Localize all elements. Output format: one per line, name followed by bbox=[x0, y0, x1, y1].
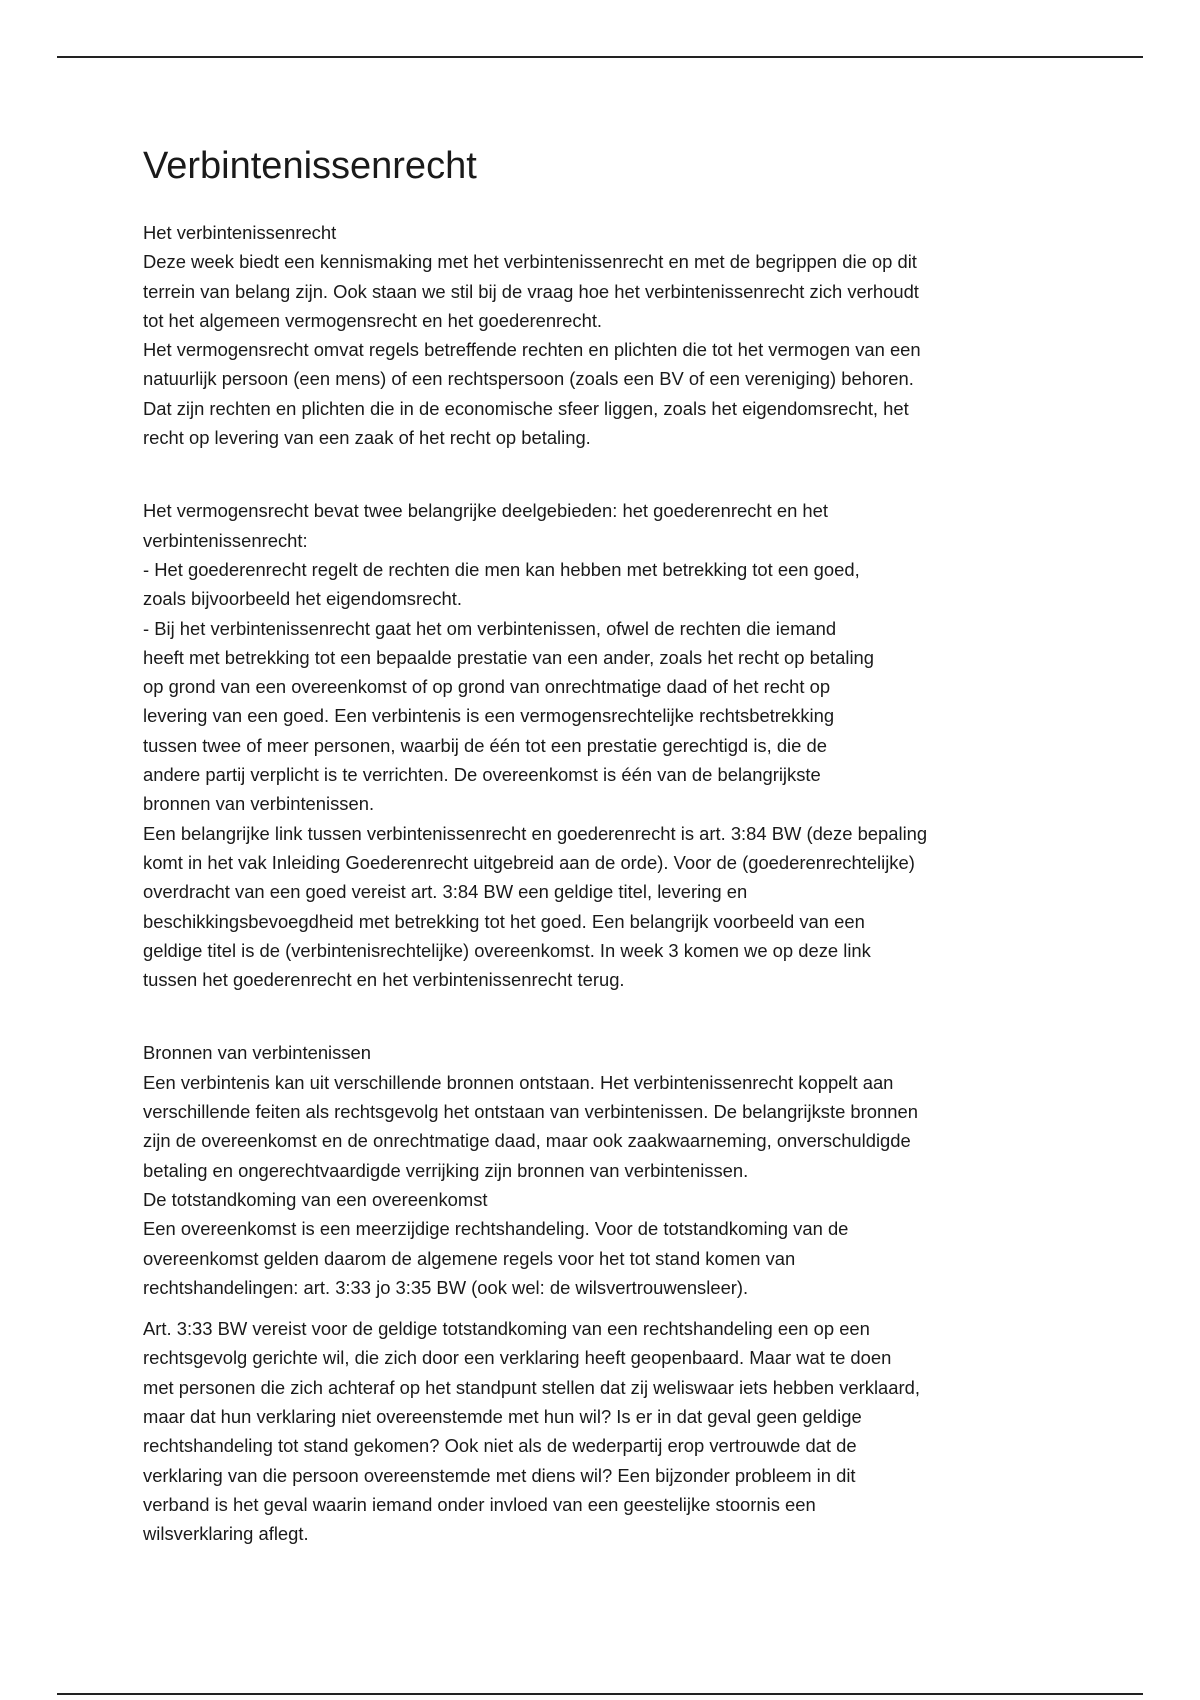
section-heading: De totstandkoming van een overeenkomst bbox=[143, 1188, 488, 1210]
text-line: verschillende feiten als rechtsgevolg het ontstaan van verbintenissen. De belangrijkste bronnen bbox=[143, 1101, 918, 1123]
text-line: met personen die zich achteraf op het standpunt stellen dat zij weliswaar iets hebben verklaard, bbox=[143, 1376, 920, 1398]
text-line: tot het algemeen vermogensrecht en het goederenrecht. bbox=[143, 309, 603, 331]
text-line: op grond van een overeenkomst of op grond van onrechtmatige daad of het recht op bbox=[143, 676, 831, 698]
text-line: bronnen van verbintenissen. bbox=[143, 793, 375, 815]
header-rule bbox=[57, 56, 1143, 58]
section-bronnen bbox=[143, 1038, 1023, 1302]
text-line: verklaring van die persoon overeenstemde met diens wil? Een bijzonder probleem in dit bbox=[143, 1464, 856, 1486]
text-line: beschikkingsbevoegdheid met betrekking tot het goed. Een belangrijk voorbeeld van een bbox=[143, 910, 865, 932]
text-line: komt in het vak Inleiding Goederenrecht uitgebreid aan de orde). Voor de (goederenrechtelijke) bbox=[143, 851, 915, 873]
text-line: wilsverklaring aflegt. bbox=[143, 1523, 309, 1545]
text-line: andere partij verplicht is te verrichten. De overeenkomst is één van de belangrijkste bbox=[143, 764, 821, 786]
document-title: Verbintenissenrecht bbox=[143, 145, 477, 187]
paragraph-spacer bbox=[143, 994, 1023, 1038]
section-art-3-33 bbox=[143, 1314, 1023, 1548]
text-line: verband is het geval waarin iemand onder invloed van een geestelijke stoornis een bbox=[143, 1493, 816, 1515]
text-line: Een belangrijke link tussen verbintenissenrecht en goederenrecht is art. 3:84 BW (deze bepaling bbox=[143, 822, 928, 844]
text-line: terrein van belang zijn. Ook staan we stil bij de vraag hoe het verbintenissenrecht zich verhoudt bbox=[143, 280, 919, 302]
text-line: Een verbintenis kan uit verschillende bronnen ontstaan. Het verbintenissenrecht koppelt aan bbox=[143, 1071, 894, 1093]
paragraph-spacer bbox=[143, 452, 1023, 496]
section-verbintenissenrecht bbox=[143, 218, 1023, 452]
text-line: verbintenissenrecht: bbox=[143, 529, 308, 551]
text-line: maar dat hun verklaring niet overeenstemde met hun wil? Is er in dat geval geen geldige bbox=[143, 1405, 862, 1427]
document-body bbox=[143, 142, 1023, 1548]
text-line: levering van een goed. Een verbintenis is een vermogensrechtelijke rechtsbetrekking bbox=[143, 705, 835, 727]
text-line: heeft met betrekking tot een bepaalde prestatie van een ander, zoals het recht op betaling bbox=[143, 646, 875, 668]
list-item: - Bij het verbintenissenrecht gaat het om verbintenissen, ofwel de rechten die iemand bbox=[143, 617, 837, 639]
text-line: rechtshandeling tot stand gekomen? Ook niet als de wederpartij erop vertrouwde dat de bbox=[143, 1435, 857, 1457]
paragraph-spacer bbox=[143, 1302, 1023, 1314]
section-heading: Bronnen van verbintenissen bbox=[143, 1042, 371, 1064]
text-line: Deze week biedt een kennismaking met het verbintenissenrecht en met de begrippen die op dit bbox=[143, 251, 917, 273]
text-line: zoals bijvoorbeeld het eigendomsrecht. bbox=[143, 588, 462, 610]
text-line: Art. 3:33 BW vereist voor de geldige totstandkoming van een rechtshandeling een op een bbox=[143, 1318, 870, 1340]
text-line: geldige titel is de (verbintenisrechtelijke) overeenkomst. In week 3 komen we op deze link bbox=[143, 939, 871, 961]
text-line: Het vermogensrecht bevat twee belangrijke deelgebieden: het goederenrecht en het bbox=[143, 500, 828, 522]
text-line: overeenkomst gelden daarom de algemene regels voor het tot stand komen van bbox=[143, 1247, 796, 1269]
text-line: rechtsgevolg gerichte wil, die zich door een verklaring heeft geopenbaard. Maar wat te doen bbox=[143, 1347, 892, 1369]
text-line: betaling en ongerechtvaardigde verrijking zijn bronnen van verbintenissen. bbox=[143, 1159, 749, 1181]
footer-rule bbox=[57, 1693, 1143, 1695]
text-line: tussen twee of meer personen, waarbij de één tot een prestatie gerechtigd is, die de bbox=[143, 734, 827, 756]
text-line: Een overeenkomst is een meerzijdige rechtshandeling. Voor de totstandkoming van de bbox=[143, 1218, 849, 1240]
section-vermogensrecht bbox=[143, 496, 1023, 994]
text-line: Het vermogensrecht omvat regels betreffende rechten en plichten die tot het vermogen van een bbox=[143, 339, 921, 361]
text-line: Dat zijn rechten en plichten die in de economische sfeer liggen, zoals het eigendomsrecht, het bbox=[143, 397, 909, 419]
text-line: overdracht van een goed vereist art. 3:84 BW een geldige titel, levering en bbox=[143, 881, 748, 903]
text-line: zijn de overeenkomst en de onrechtmatige daad, maar ook zaakwaarneming, onverschuldigde bbox=[143, 1130, 911, 1152]
text-line: recht op levering van een zaak of het recht op betaling. bbox=[143, 427, 591, 449]
list-item: - Het goederenrecht regelt de rechten die men kan hebben met betrekking tot een goed, bbox=[143, 558, 860, 580]
text-line: tussen het goederenrecht en het verbintenissenrecht terug. bbox=[143, 969, 625, 991]
text-line: natuurlijk persoon (een mens) of een rechtspersoon (zoals een BV of een vereniging) behoren. bbox=[143, 368, 914, 390]
text-line: rechtshandelingen: art. 3:33 jo 3:35 BW (ook wel: de wilsvertrouwensleer). bbox=[143, 1276, 749, 1298]
section-heading: Het verbintenissenrecht bbox=[143, 222, 337, 243]
